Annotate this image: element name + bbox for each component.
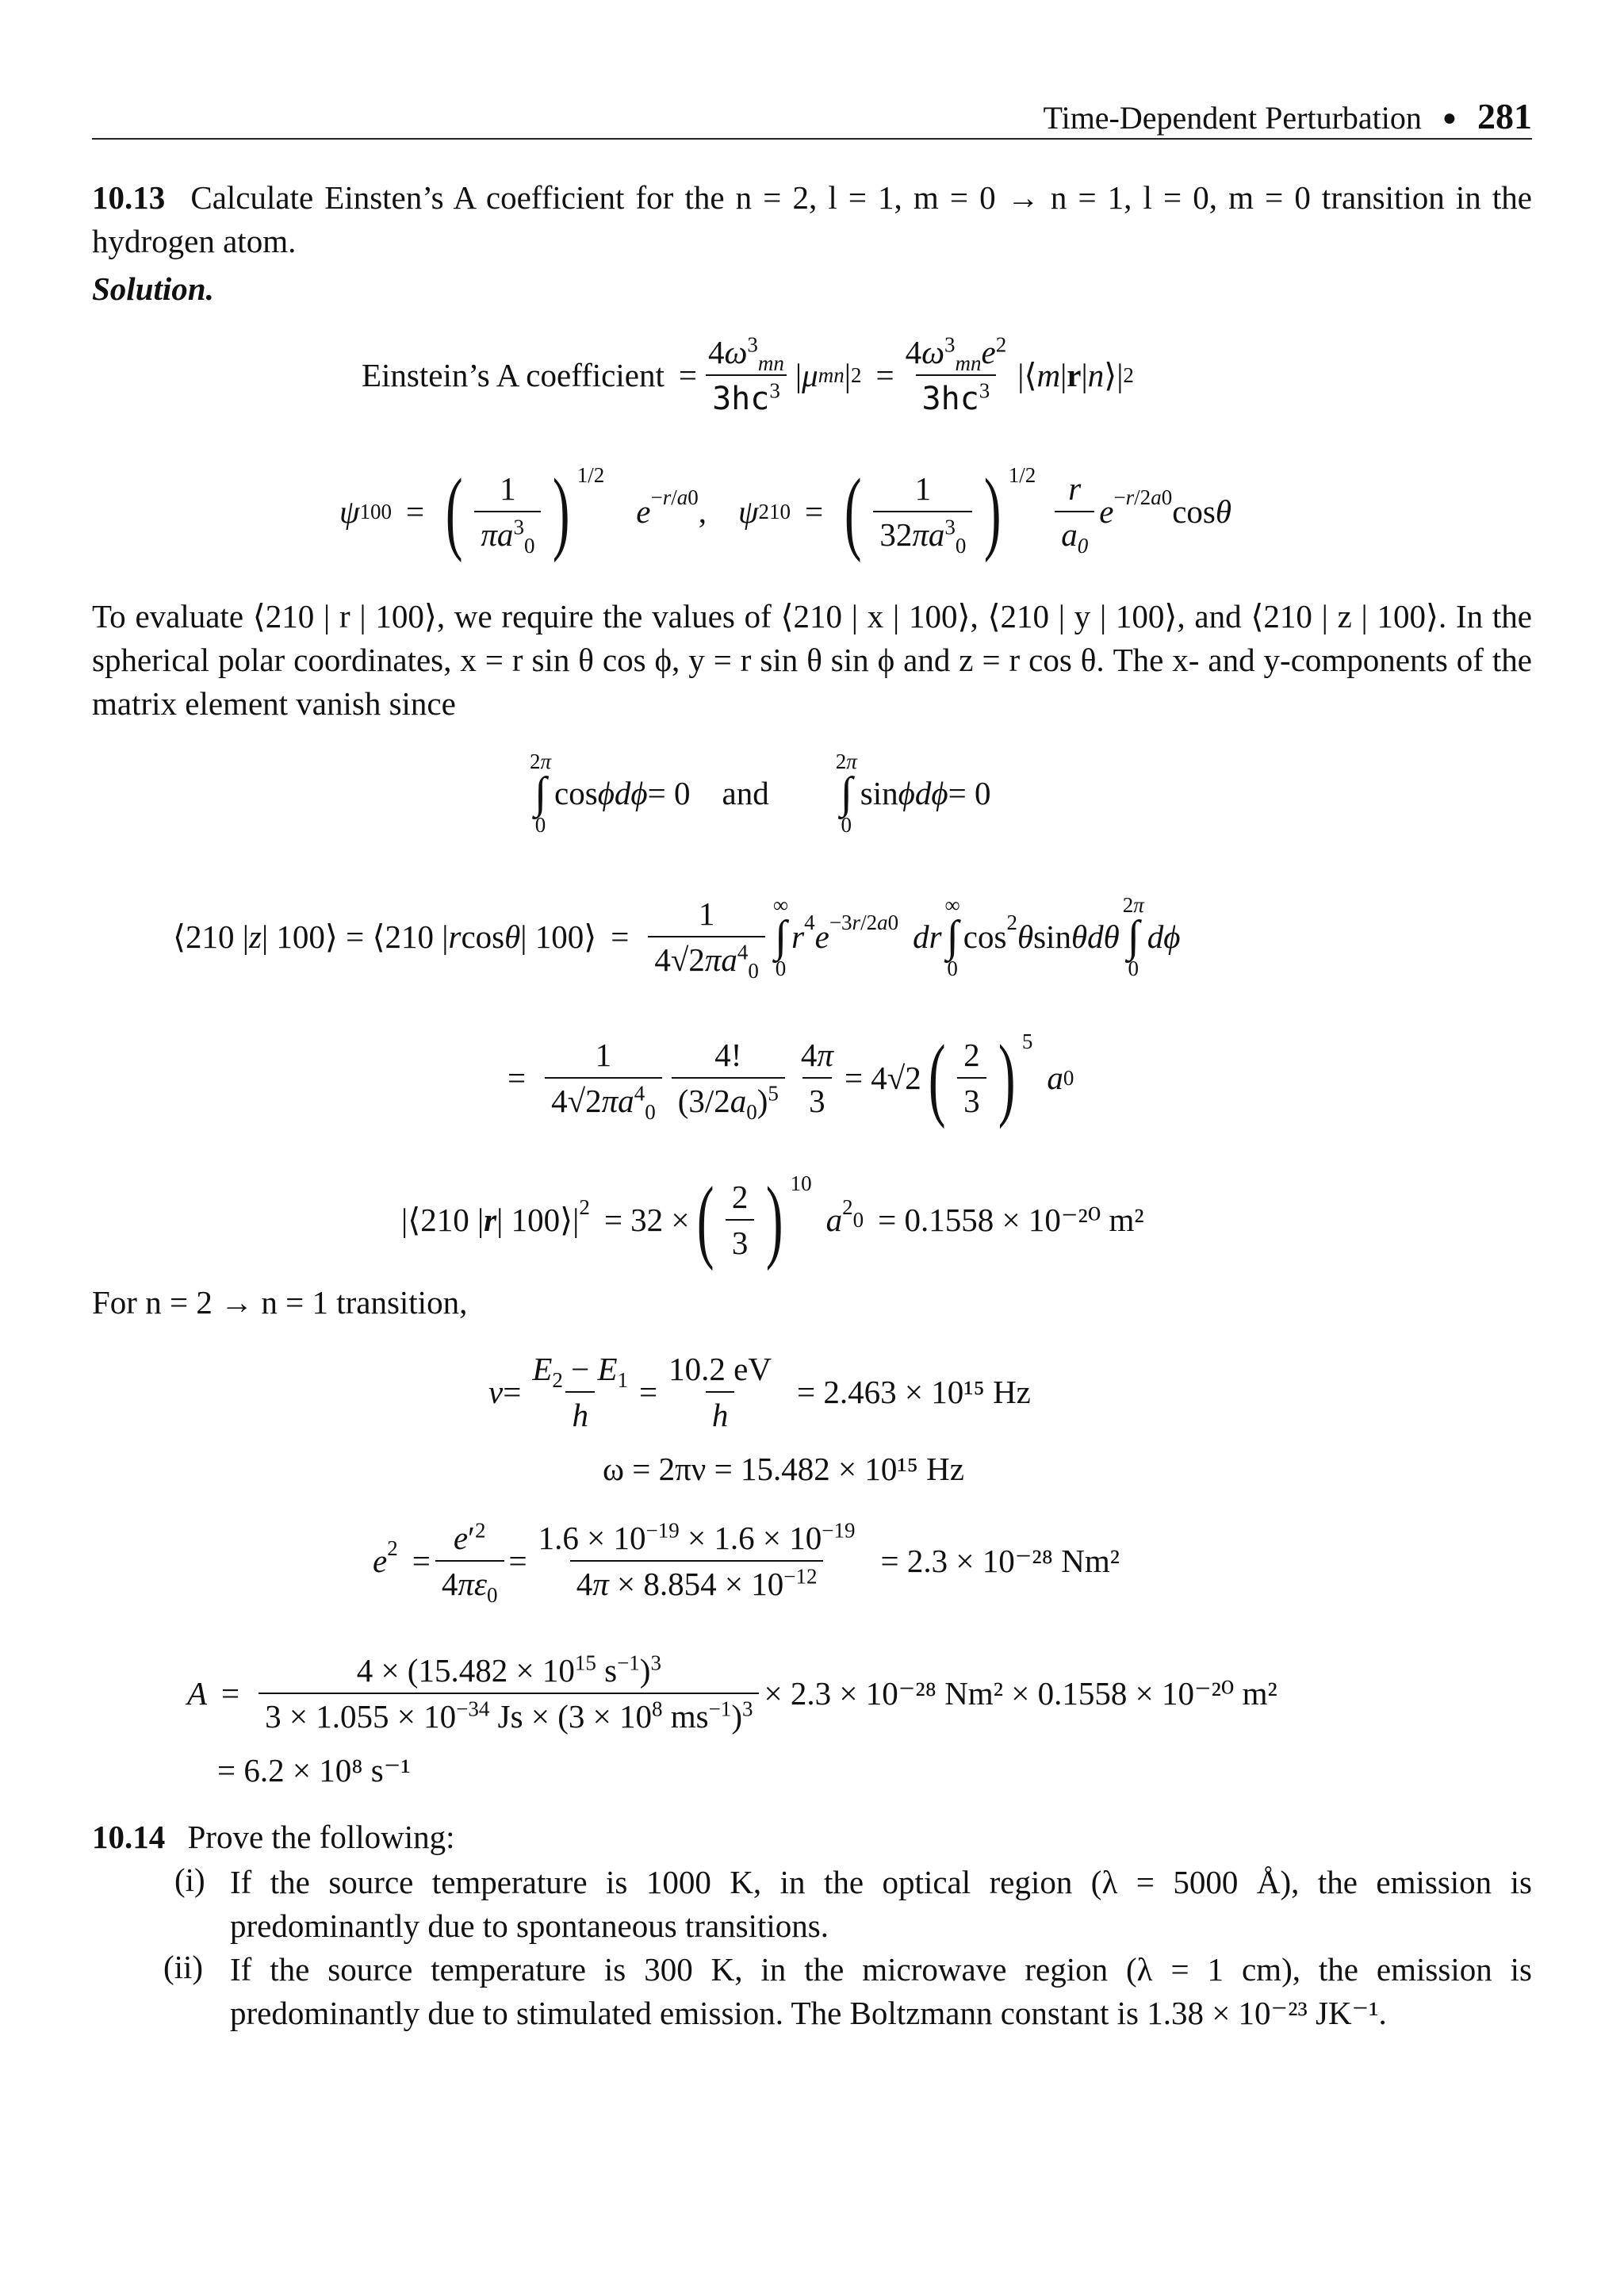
transition-line: For n = 2 → n = 1 transition, (92, 1284, 468, 1321)
omega-line: ω = 2πν = 15.482 × 10¹⁵ Hz (603, 1451, 964, 1487)
list-marker-i: (i) (174, 1861, 205, 1898)
running-title: Time-Dependent Perturbation (1043, 100, 1422, 136)
page-number: 281 (1477, 96, 1532, 136)
problem-text: Calculate Einsten’s A coefficient for the n = 2, l = 1, m = 0 → n = 1, l = 0, m = 0 transition in the hydrogen atom. (92, 179, 1532, 259)
list-marker-ii: (ii) (163, 1949, 204, 1985)
equation-r-squared: |⟨210 | r | 100⟩| $^2$ = 32 × ( $\frac{2}{3}$ ) $^{10}$ a $^2$ 0 = 0.1558 × 10⁻²⁰ m² (401, 1167, 1144, 1271)
and-word: and (722, 775, 769, 811)
equation-e-squared: e $^2$ = $\frac{e'^2}{4\pi\varepsilon_0}$ = $\frac{1.6 \times 10^{-19} \times 1.6 \times 10^{-19}}{4\pi \times 8.854 \times 10^{-12}}$ = 2.3 × 10⁻²⁸ Nm² (373, 1518, 1120, 1608)
running-head-text (1044, 95, 1532, 137)
equation-wavefunctions: ψ 100 = ( $\frac{1}{\pi a^3_0}$ ) $^{1/2}$ e $^{-r /a 0}$ , ψ 210 = ( $\frac{1}{32\pi a^3_0}$ ) $^{1/2}$ $\frac{r}{a_0}$ e $^{-r /2a 0}$ cos θ (339, 459, 1231, 563)
solution-label: Solution. (92, 270, 214, 307)
problem-number: 10.13 (92, 179, 166, 216)
list-item-i: If the source temperature is 1000 K, in the optical region (λ = 5000 Å), the emission is predominantly due to spontaneous transitions. (230, 1864, 1532, 1944)
problem-10-14-heading (92, 1818, 455, 1856)
A-final: = 6.2 × 10⁸ s⁻¹ (217, 1752, 411, 1789)
problem-intro: Prove the following: (187, 1819, 455, 1855)
equation-z-matrix-element: ⟨210 | z | 100⟩ = ⟨210 | r cos θ | 100⟩ = $\frac{1}{4√2\pi a^4_0}$ ∞ ∫ 0 r $^4$ e $^{-3r /2a 0}$ dr ∞ ∫ 0 cos $^2$ θ sin θ dθ 2π ∫ 0 dϕ (173, 893, 1181, 983)
equation-nu: ν = $\frac{E_2 - E_1}{h}$ = $\frac{10.2 eV}{h}$ = 2.463 × 10¹⁵ Hz (488, 1351, 1031, 1433)
equation-einstein-a: Einstein’s A coefficient = $\frac{4\omega^3_{mn}}{3hc^3}$ | μ mn | 2 = $\frac{4\omega^3_{mn}e^2}{3hc^3}$ |⟨ m | r | n ⟩| 2 (362, 332, 1134, 417)
eq-label: Einstein’s A coefficient (362, 357, 665, 393)
bullet-separator: ● (1442, 105, 1457, 131)
list-item-ii: If the source temperature is 300 K, in the microwave region (λ = 1 cm), the emission is predominantly due to stimulated emission. The Boltzmann constant is 1.38 × 10⁻²³ JK⁻¹. (230, 1951, 1532, 2031)
problem-10-13-statement (92, 176, 1532, 263)
fraction: $\frac{4\omega^3_{mn}e^2}{3hc^3}$ (905, 332, 1007, 417)
equation-A: A = $\frac{4 \times (15.482 \times 10^{15} s^{-1})^3}{3 \times 1.055 \times 10^{-34} Js \times (3 \times 10^8 ms^{-1})^3}$ × 2.3 × 10⁻²⁸ Nm² × 0.1558 × 10⁻²⁰ m² (187, 1650, 1277, 1735)
running-head (92, 89, 1532, 140)
r-squared-value: = 0.1558 × 10⁻²⁰ m² (878, 1202, 1144, 1238)
fraction: $\frac{4\omega^3_{mn}}{3hc^3}$ (702, 333, 791, 417)
A-tail: × 2.3 × 10⁻²⁸ Nm² × 0.1558 × 10⁻²⁰ m² (764, 1675, 1277, 1712)
equation-phi-integrals: 2π ∫ 0 cos ϕ dϕ = 0 and 2π ∫ 0 sin ϕ dϕ = 0 (530, 750, 991, 837)
paragraph-matrix-element: To evaluate ⟨210 | r | 100⟩, we require the values of ⟨210 | x | 100⟩, ⟨210 | y | 100⟩, and ⟨210 | z | 100⟩. In the spherical polar coordinates, x = r sin θ cos ϕ, y = r sin θ sin ϕ and z = r cos θ. The x- and y-components of the matrix element vanish since (92, 598, 1532, 722)
e2-result: = 2.3 × 10⁻²⁸ Nm² (880, 1543, 1120, 1579)
equation-z-evaluated: = $\frac{1}{4√2\pi a^4_0}$ $\frac{4!}{(3/2a_0)^5}$ $\frac{4\pi}{3}$ = 4√2 ( $\frac{2}{3}$ ) $^5$ a 0 (508, 1026, 1074, 1129)
nu-result: = 2.463 × 10¹⁵ Hz (796, 1374, 1031, 1410)
problem-number: 10.14 (92, 1819, 166, 1855)
